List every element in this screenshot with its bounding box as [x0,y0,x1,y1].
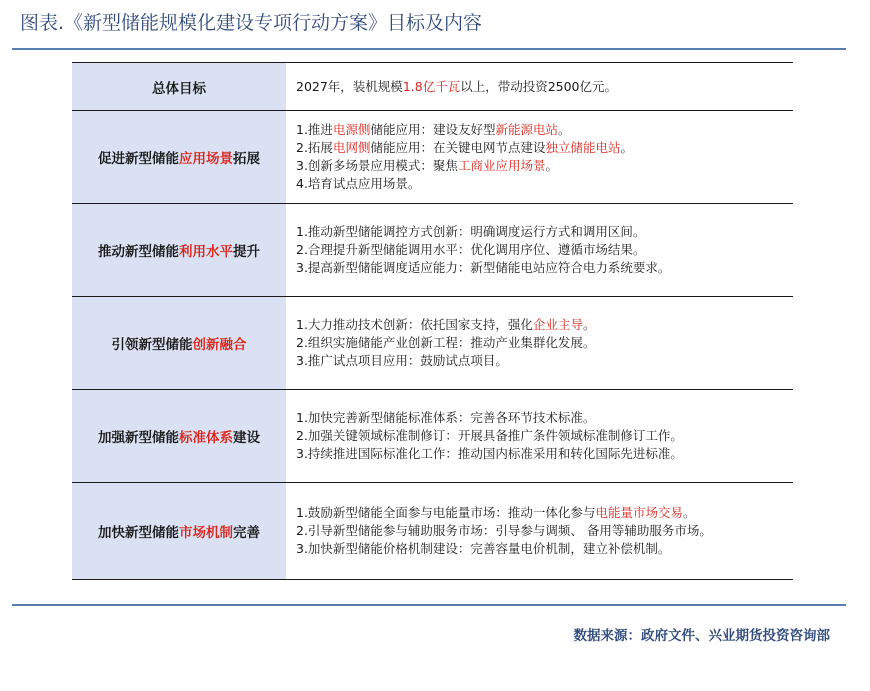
label-text: 总体目标 [152,80,206,97]
highlight-text: 利用水平 [179,244,233,260]
content-line [296,316,793,334]
content-text: 。 [545,158,558,173]
content-text: 2.加强关键领域标准制修订：开展具备推广条件领域标准制修订工作。 [296,428,683,443]
highlight-text: 市场机制 [179,525,233,541]
content-line [296,121,793,139]
content-text: 3.提高新型储能调度适应能力：新型储能电站应符合电力系统要求。 [296,260,671,275]
page-title: 图表.《新型储能规模化建设专项行动方案》目标及内容 [20,12,483,34]
label-text: 拓展 [233,151,260,167]
source-note: 数据来源：政府文件、兴业期货投资咨询部 [573,628,830,644]
content-line [296,241,793,259]
row-label [72,204,286,297]
content-text: 2027年，装机规模 [296,78,403,94]
content-line [296,352,793,370]
highlight-text: 新能源电站 [495,122,558,137]
highlight-text: 1.8亿千瓦 [402,78,461,94]
highlight-text: 应用场景 [179,151,233,167]
highlight-text: 电能量市场交易 [595,505,683,520]
content-text: 。 [620,140,633,155]
label-text: 推动新型储能 [98,244,179,260]
table-row [72,63,793,111]
content-text: 。 [682,505,696,520]
label-text: 完善 [233,525,260,541]
content-line [296,157,793,175]
row-label [72,111,286,204]
content-line [296,427,793,445]
label-text: 建设 [233,430,260,446]
content-text: 以上，带动投资2500亿元。 [460,78,618,94]
label-text: 引领新型储能 [111,337,193,353]
row-content [286,63,793,111]
top-divider [12,48,846,50]
content-line [296,78,793,96]
label-text: 提升 [233,244,260,260]
row-content [286,390,793,483]
content-line [296,175,793,193]
content-text: 3.创新多场景应用模式：聚焦 [296,158,458,173]
content-text: 储能应用：建设友好型 [370,122,496,137]
label-text: 加快新型储能 [98,525,179,541]
content-text: 1.推进 [296,122,333,137]
content-line [296,540,793,558]
content-text: 3.加快新型储能价格机制建设：完善容量电价机制，建立补偿机制。 [296,541,671,556]
row-content [286,204,793,297]
content-text: 1.鼓励新型储能全面参与电能量市场：推动一体化参与 [296,505,596,520]
content-text: 。 [557,122,571,137]
highlight-text: 标准体系 [179,430,233,446]
highlight-text: 企业主导 [532,317,583,332]
content-line [296,445,793,463]
content-text: 2.引导新型储能参与辅助服务市场：引导参与调频、 备用等辅助服务市场。 [296,523,712,538]
highlight-text: 电源侧 [332,122,371,137]
highlight-text: 独立储能电站 [545,140,621,155]
table-row [72,297,793,390]
content-text: 3.持续推进国际标准化工作：推动国内标准采用和转化国际先进标准。 [296,446,683,461]
label-text: 加强新型储能 [98,430,179,446]
content-line [296,334,793,352]
content-text: 2.拓展 [296,140,333,155]
content-line [296,139,793,157]
content-line [296,522,793,540]
row-content [286,111,793,204]
table-row [72,483,793,580]
content-text: 4.培育试点应用场景。 [296,176,421,191]
highlight-text: 工商业应用场景 [457,158,546,173]
bottom-divider [12,604,846,606]
content-line [296,504,793,522]
content-text: 2.组织实施储能产业创新工程：推动产业集群化发展。 [296,335,596,350]
table-row [72,204,793,297]
content-text: 储能应用：在关键电网节点建设 [370,140,546,155]
content-text: 2.合理提升新型储能调用水平：优化调用序位、遵循市场结果。 [296,242,646,257]
highlight-text: 创新融合 [192,337,247,353]
table-row [72,111,793,204]
row-label [72,483,286,580]
content-text: 1.大力推动技术创新：依托国家支持，强化 [296,317,533,332]
row-content [286,483,793,580]
content-line [296,259,793,277]
content-line [296,409,793,427]
row-content [286,297,793,390]
label-text: 促进新型储能 [98,151,179,167]
content-text: 3.推广试点项目应用：鼓励试点项目。 [296,353,508,368]
row-label [72,390,286,483]
content-line [296,223,793,241]
row-label [72,63,286,111]
table-row [72,390,793,483]
highlight-text: 电网侧 [332,140,371,155]
row-label [72,297,286,390]
content-text: 1.推动新型储能调控方式创新：明确调度运行方式和调用区间。 [296,224,646,239]
content-text: 1.加快完善新型储能标准体系：完善各环节技术标准。 [296,410,596,425]
action-plan-table [72,62,793,580]
content-text: 。 [582,317,596,332]
